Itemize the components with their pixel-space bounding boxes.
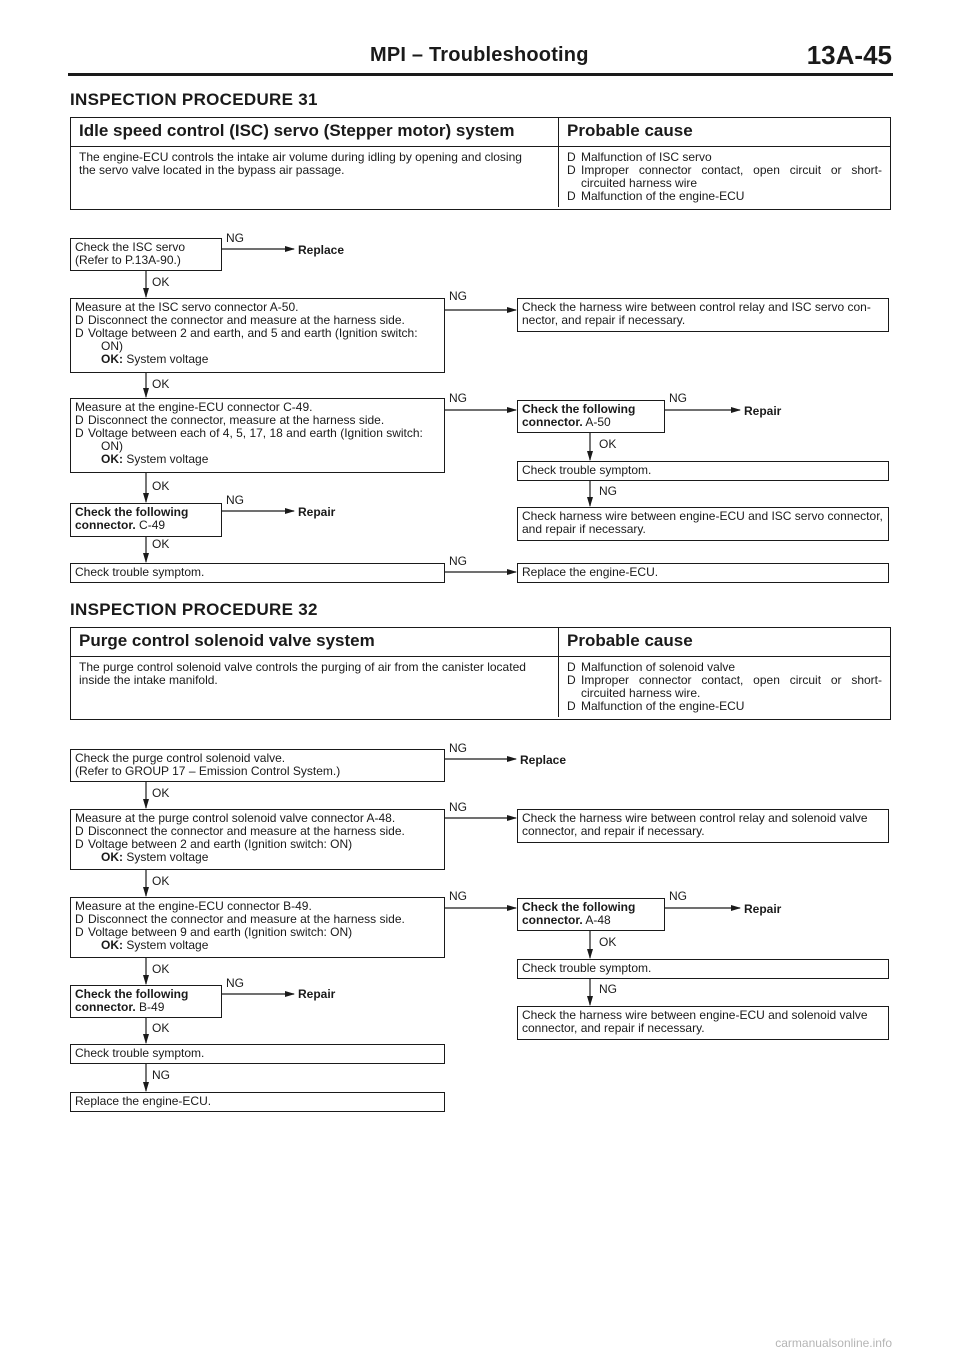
step-check-connector-a50: Check the following connector. A-50 <box>517 400 665 433</box>
step-check-trouble-symptom: Check trouble symptom. <box>517 959 889 979</box>
cause-item: D Improper connector contact, open circuit or short-circuited harness wire. <box>567 673 882 700</box>
page-number: 13A-45 <box>806 40 892 70</box>
result-repair: Repair <box>744 404 782 418</box>
ok-label: OK <box>152 537 170 551</box>
description-line: inside the intake manifold. <box>79 673 218 687</box>
step-measure-ecu-connector: Measure at the engine-ECU connector C-49. D Disconnect the connector, measure at the harness side. D Voltage between each of 4, 5, 17, 18 and earth (Ignition switch: ON) OK: System voltage <box>70 398 445 473</box>
step-check-trouble-symptom: Check trouble symptom. <box>70 563 445 583</box>
cause-item: D Malfunction of the engine-ECU <box>567 189 745 203</box>
result-repair: Repair <box>744 902 782 916</box>
table-header-probable-cause: Probable cause <box>567 631 693 650</box>
step-check-connector-b49: Check the following connector. B-49 <box>70 985 222 1018</box>
bullet: D <box>75 313 84 327</box>
result-repair: Repair <box>298 505 336 519</box>
step-check-harness-relay-solenoid: Check the harness wire between control relay and solenoid valve connector, and repair if necessary. <box>517 809 889 843</box>
step-replace-engine-ecu: Replace the engine-ECU. <box>517 563 889 583</box>
bullet: D <box>75 413 84 427</box>
step-replace-engine-ecu: Replace the engine-ECU. <box>70 1092 445 1112</box>
cause-item: D Malfunction of ISC servo <box>567 150 712 164</box>
ng-label: NG <box>449 391 467 405</box>
step-measure-isc-connector: Measure at the ISC servo connector A-50. D Disconnect the connector and measure at the harness side. D Voltage between 2 and earth, and 5 and earth (Ignition switch: ON) OK: System voltage <box>70 298 445 373</box>
table-header-system: Idle speed control (ISC) servo (Stepper motor) system <box>71 118 559 146</box>
ng-label: NG <box>449 889 467 903</box>
result-replace: Replace <box>520 753 567 767</box>
step-check-harness-relay-isc: Check the harness wire between control relay and ISC servo con- nector, and repair if necessary. <box>517 298 889 332</box>
bullet: D <box>75 824 84 838</box>
bullet: D <box>75 912 84 926</box>
cause-item: D Malfunction of solenoid valve <box>567 660 736 674</box>
ng-label: NG <box>669 889 687 903</box>
ng-label: NG <box>599 484 617 498</box>
result-replace: Replace <box>298 243 345 257</box>
cause-item: D Improper connector contact, open circuit or short-circuited harness wire <box>567 163 882 190</box>
bullet: D <box>567 673 576 687</box>
ok-label: OK <box>152 479 170 493</box>
step-check-harness-ecu-isc: Check harness wire between engine-ECU and ISC servo connector, and repair if necessary. <box>517 507 889 541</box>
bullet: D <box>75 426 84 440</box>
ng-label: NG <box>449 554 467 568</box>
bullet: D <box>75 326 84 340</box>
description-line: The purge control solenoid valve controls the purging of air from the canister located <box>79 660 526 674</box>
cause-item: D Malfunction of the engine-ECU <box>567 699 745 713</box>
bullet: D <box>567 189 576 203</box>
step-check-trouble-symptom: Check trouble symptom. <box>517 461 889 481</box>
description-line: the servo valve located in the bypass air passage. <box>79 163 345 177</box>
ng-label: NG <box>226 231 244 245</box>
ok-label: OK <box>152 874 170 888</box>
step-check-isc-servo: Check the ISC servo (Refer to P.13A-90.) <box>70 238 222 271</box>
ok-label: OK <box>152 275 170 289</box>
table-header-probable-cause: Probable cause <box>567 121 693 140</box>
ng-label: NG <box>669 391 687 405</box>
ok-label: OK <box>152 786 170 800</box>
ng-label: NG <box>226 976 244 990</box>
bullet: D <box>567 699 576 713</box>
step-check-connector-a48: Check the following connector. A-48 <box>517 898 665 931</box>
bullet: D <box>567 150 576 164</box>
step-measure-ecu-connector: Measure at the engine-ECU connector B-49. D Disconnect the connector and measure at the harness side. D Voltage between 9 and earth (Ignition switch: ON) OK: System voltage <box>70 897 445 958</box>
bullet: D <box>567 163 576 177</box>
ok-label: OK <box>599 935 617 949</box>
watermark-footer: carmanualsonline.info <box>775 1336 892 1350</box>
ng-label: NG <box>449 289 467 303</box>
bullet: D <box>75 837 84 851</box>
bullet: D <box>75 925 84 939</box>
description-line: The engine-ECU controls the intake air volume during idling by opening and closing <box>79 150 522 164</box>
ng-label: NG <box>599 982 617 996</box>
ng-label: NG <box>449 800 467 814</box>
step-check-trouble-symptom: Check trouble symptom. <box>70 1044 445 1064</box>
result-repair: Repair <box>298 987 336 1001</box>
bullet: D <box>567 660 576 674</box>
step-measure-solenoid-connector: Measure at the purge control solenoid valve connector A-48. D Disconnect the connector and measure at the harness side. D Voltage between 2 and earth (Ignition switch: ON) OK: System voltage <box>70 809 445 870</box>
ng-label: NG <box>226 493 244 507</box>
procedure-32-title: INSPECTION PROCEDURE 32 <box>70 600 318 619</box>
step-check-harness-ecu-solenoid: Check the harness wire between engine-ECU and solenoid valve connector, and repair if necessary. <box>517 1006 889 1040</box>
ok-label: OK <box>152 962 170 976</box>
ok-label: OK <box>599 437 617 451</box>
table-header-system: Purge control solenoid valve system <box>71 628 559 656</box>
procedure-31-title: INSPECTION PROCEDURE 31 <box>70 90 318 109</box>
step-check-connector-c49: Check the following connector. C-49 <box>70 503 222 537</box>
ng-label: NG <box>449 741 467 755</box>
page-header-title: MPI – Troubleshooting <box>370 44 589 66</box>
step-check-purge-solenoid: Check the purge control solenoid valve. (Refer to GROUP 17 – Emission Control System.) <box>70 749 445 782</box>
ng-label: NG <box>152 1068 170 1082</box>
ok-label: OK <box>152 1021 170 1035</box>
ok-label: OK <box>152 377 170 391</box>
